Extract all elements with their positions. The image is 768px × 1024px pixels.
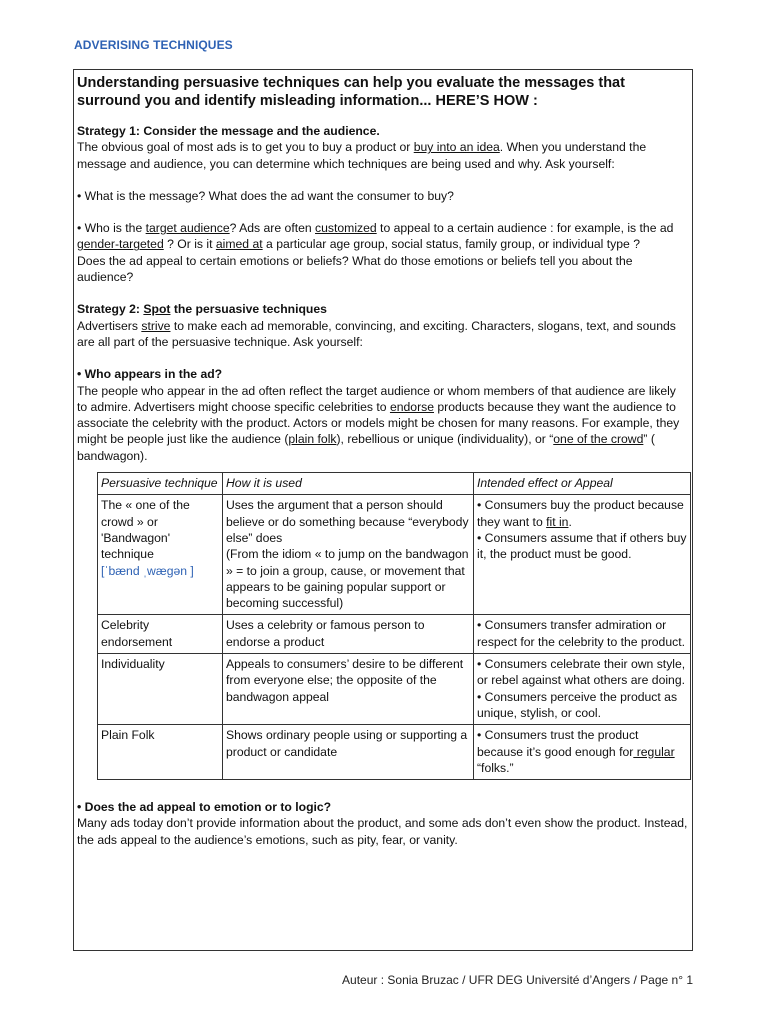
spacer xyxy=(77,285,688,301)
header-how-used: How it is used xyxy=(223,473,474,495)
cell-effect xyxy=(474,725,691,780)
text-span: • Consumers assume that if others buy it, the product must be good. xyxy=(477,530,687,562)
cell-effect: • Consumers transfer admiration or respect for the celebrity to the product. xyxy=(474,615,691,654)
page-footer: Auteur : Sonia Bruzac / UFR DEG Université d’Angers / Page n° 1 xyxy=(342,973,693,987)
cell-effect xyxy=(474,495,691,615)
text-span: . When you understand the message and audience, you can determine which techniques are being used and why. Ask yourself: xyxy=(77,140,647,171)
text-span: ” ( bandwagon). xyxy=(77,432,655,463)
underlined-term: Spot xyxy=(143,302,171,317)
question-audience xyxy=(77,220,688,253)
techniques-table xyxy=(97,472,691,780)
table-row xyxy=(98,654,691,725)
underlined-term: aimed at xyxy=(215,237,263,252)
text-span: products because they want the audience to associate the celebrity with the product. Actors or models might be chosen for many reasons. For example, they might be people just like the audience ( xyxy=(77,399,680,447)
table-header-row xyxy=(98,473,691,495)
cell-technique: Individuality xyxy=(98,654,223,725)
text-span: Strategy 2: xyxy=(77,302,144,317)
question-message: • What is the message? What does the ad want the consumer to buy? xyxy=(77,188,454,203)
text-span: The obvious goal of most ads is to get you to buy a product or xyxy=(77,140,414,155)
text-span: • Consumers buy the product because they want to xyxy=(477,498,684,529)
text-span: to appeal to a certain audience : for example, is the ad xyxy=(376,221,674,236)
strategy2-heading xyxy=(77,301,688,317)
cell-how-used: Appeals to consumers’ desire to be different from everyone else; the opposite of the bandwagon appeal xyxy=(223,654,474,725)
who-appears-heading: • Who appears in the ad? xyxy=(77,367,223,382)
cell-how-used: Shows ordinary people using or supporting a product or candidate xyxy=(223,725,474,780)
text-span: • Consumers trust the product because it’s good enough for xyxy=(477,728,639,759)
strategy1-intro xyxy=(77,139,688,172)
page-header: ADVERISING TECHNIQUES xyxy=(74,38,233,52)
text-span: “folks.” xyxy=(477,760,514,775)
underlined-term: buy into an idea xyxy=(413,140,500,155)
text-span: The people who appear in the ad often reflect the target audience or whom members of that audience are likely to admire. Advertisers might choose specific celebrities to xyxy=(77,383,676,414)
underlined-term: gender-targeted xyxy=(77,237,164,252)
text-span: • Consumers celebrate their own style, or rebel against what others are doing. xyxy=(477,657,686,688)
text-span: ? Ads are often xyxy=(229,221,316,236)
text-span: . xyxy=(568,514,572,529)
phonetic-transcription: [ˈbænd ˌwægən ] xyxy=(101,563,194,578)
text-span: Advertisers xyxy=(77,318,142,333)
underlined-term: strive xyxy=(141,318,171,333)
content-frame xyxy=(73,69,693,951)
spacer xyxy=(77,172,688,188)
underlined-term: endorse xyxy=(389,399,434,414)
cell-technique xyxy=(98,495,223,615)
text-span: • Consumers perceive the product as unique, stylish, or cool. xyxy=(477,689,678,720)
text-span: ), rebellious or unique (individuality), or “ xyxy=(336,432,554,447)
text-span: • Who is the xyxy=(77,221,146,236)
header-technique: Persuasive technique xyxy=(98,473,223,495)
text-span: the persuasive techniques xyxy=(170,302,327,317)
table-row xyxy=(98,725,691,780)
table-row xyxy=(98,615,691,654)
underlined-term: customized xyxy=(315,221,377,236)
cell-how-used: Uses the argument that a person should believe or do something because “everybody else” does (From the idiom « to jump on the bandwagon » = to join a group, cause, or movement that appears to be gaining popular support or becoming successful) xyxy=(223,495,474,615)
strategy1-heading: Strategy 1: Consider the message and the audience. xyxy=(77,124,380,138)
underlined-term: one of the crowd xyxy=(553,432,644,447)
spacer xyxy=(77,350,688,366)
underlined-term: target audience xyxy=(145,221,230,236)
spacer xyxy=(77,204,688,220)
table-row xyxy=(98,495,691,615)
logic-body: Many ads today don’t provide information about the product, and some ads don’t even show the product. Instead, the ads appeal to the audience’s emotions, such as pity, fear, or vanity. xyxy=(77,816,688,847)
strategy2-intro xyxy=(77,318,688,351)
header-effect: Intended effect or Appeal xyxy=(474,473,691,495)
document-title: Understanding persuasive techniques can help you evaluate the messages that surround you and identify misleading information... HERE’S HOW : xyxy=(77,75,625,109)
logic-heading: • Does the ad appeal to emotion or to logic? xyxy=(77,800,332,815)
question-emotions: Does the ad appeal to certain emotions or beliefs? What do those emotions or beliefs tell you about the audience? xyxy=(77,253,633,285)
text-span: a particular age group, social status, family group, or individual type ? xyxy=(262,237,640,252)
cell-technique: Celebrity endorsement xyxy=(98,615,223,654)
underlined-term: fit in xyxy=(546,514,569,529)
who-appears-body xyxy=(77,383,688,464)
technique-name: The « one of the crowd » or 'Bandwagon' technique xyxy=(101,498,190,562)
underlined-term: regular xyxy=(633,744,675,759)
cell-technique: Plain Folk xyxy=(98,725,223,780)
underlined-term: plain folk xyxy=(288,432,337,447)
cell-effect xyxy=(474,654,691,725)
cell-how-used: Uses a celebrity or famous person to endorse a product xyxy=(223,615,474,654)
text-span: ? Or is it xyxy=(163,237,216,252)
text-span: to make each ad memorable, convincing, and exciting. Characters, slogans, text, and sounds are all part of the persuasive technique. Ask yourself: xyxy=(77,318,676,349)
